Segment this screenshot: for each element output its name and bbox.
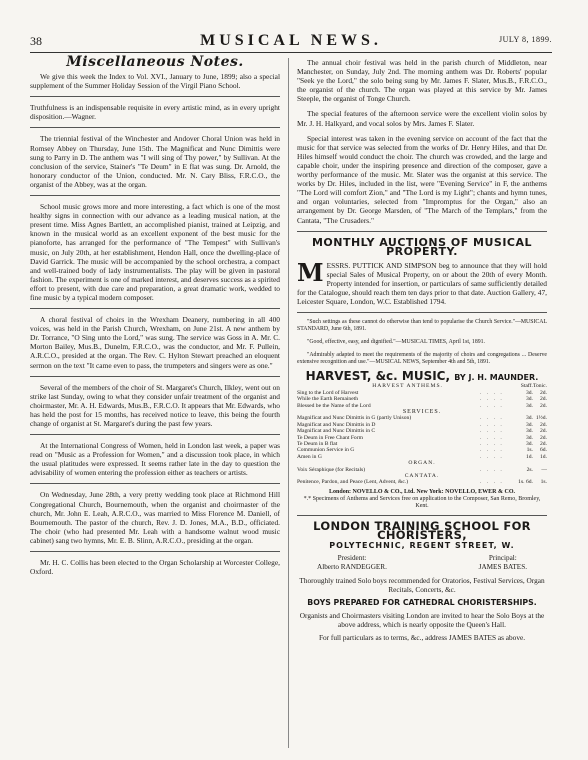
paragraph: Special interest was taken in the evening service on account of the fact that the music for that service was selected from the works of Dr. Henry Hiles, and that Dr. Hiles himself would conduct the choir. The church was crowded, and the large and capable choir, under the inspiring presence and direction of the composer, gave a worthy performance of the music. Mr. Slater was the organist at this service. The works by Dr. Hiles, included in the list, were "Evening Service" in F, the anthems "The Lord will comfort Zion," and "The Lord is my Light"; chants and hymn tunes, and organ voluntaries, selected from "Impromptus for the Organ," also an arrangement by Dr. George Marsden, of "The March of the Templars," from the Cantata, "The Crusaders." [297,133,547,225]
divider [30,127,280,128]
leader-dots: . . . . [480,447,504,454]
item-title: Magnificat and Nunc Dimittis in C [297,428,376,435]
left-column [30,54,280,582]
staff-price: 3d. [525,428,533,435]
paragraph: Truthfulness is an indispensable requisite in every artistic mind, as in every upright disposition.—Wagner. [30,103,280,122]
staff-price: 3d. [525,421,533,428]
paragraph: The special features of the afternoon service were the excellent violin solos by Mr. J. H. Halkyard, and vocal solos by Mrs. James F. Slater. [297,109,547,128]
item-title: Communion Service in G [297,447,355,454]
item-title: Sing to the Lord of Harvest [297,389,359,396]
issue-date: JULY 8, 1899. [499,35,552,44]
divider [30,308,280,309]
cantata-heading: CANTATA. [404,473,440,480]
principal: Principal: JAMES BATES. [478,554,527,572]
paragraph: We give this week the Index to Vol. XVI., January to June, 1899; also a special supplement of the Summer Holiday Session of the Virgil Piano School. [30,72,280,91]
drop-cap: M [297,257,324,287]
officers [297,554,547,572]
leader-dots: . . . . [480,415,504,422]
president: President: Alberto RANDEGGER. [317,554,387,572]
leader-dots: . . . . [480,421,504,428]
item-title: Amen in G [297,453,322,460]
review-quote: "Such settings as these cannot do otherwise than tend to popularise the Church Service."—MUSICAL STANDARD, June 6th, 1891. [297,319,547,333]
auction-ad-title: MONTHLY AUCTIONS OF MUSICAL PROPERTY. [311,235,533,258]
review-quote: "Admirably adapted to meet the requirements of the majority of choirs and congregations ... Deserve extensive recognition and use."—MUSICAL NEWS, September 4th and 5th, 1891. [297,352,547,366]
leader-dots: . . . . [480,466,504,473]
page-header [30,32,552,52]
divider [30,376,280,377]
school-boys-heading: BOYS PREPARED FOR CATHEDRAL CHORISTERSHIPS. [307,598,537,608]
right-column [297,58,547,646]
auction-ad-text: MESSRS. PUTTICK AND SIMPSON beg to announce that they will hold special Sales of Musical Property, on or about the 20th of every Month. Property intended for insertion, or particulars of same sufficiently detailed for the Catalogue, should reach them ten days prior to that date. Auction Gallery, 47, Leicester Square, London, W.C. Established 1794. [297,257,547,307]
staff-price: 1s. [526,447,533,454]
divider [30,434,280,435]
tonic-price: 2d. [540,389,547,396]
staff-price: 3d. [525,389,533,396]
tonic-price: 2d. [540,428,547,435]
staff-price: 3d. [525,441,533,447]
staff-price: 3d. [525,434,533,441]
tonic-price: 1½d. [535,415,547,422]
header-rule [30,52,552,53]
school-address: POLYTECHNIC, REGENT STREET, W. [329,541,515,551]
school-text: Thoroughly trained Solo boys recommended for Oratorios, Festival Services, Organ Recitals, Concerts, &c. [299,576,545,595]
tonic-price: 2d. [540,396,547,403]
masthead: MUSICAL NEWS. [200,32,382,49]
leader-dots: . . . . [480,441,504,447]
school-text: Organists and Choirmasters visiting London are invited to hear the Solo Boys at the above address, which is nearly opposite the Queen's Hall. [299,611,545,630]
tonic-price: 2d. [540,441,547,447]
divider [297,515,547,516]
item-title: Te Deum in B flat [297,441,338,447]
leader-dots: . . . . [480,402,504,409]
item-title: Voix Séraphique (for Recitals) [297,466,366,473]
tonic-price: 2d. [540,402,547,409]
tonic-price: 2d. [540,421,547,428]
section-title: Miscellaneous Notes. [66,54,244,70]
paragraph: The annual choir festival was held in the parish church of Middleton, near Manchester, on Sunday, July 2nd. The morning anthem was Dr. Roberts' popular "Seek ye the Lord," the solo being sung by Mr. James F. Slater, Mus.B., F.R.C.O., the organist of the church. The organ was played at this service by Mr. James Steeple, the organist of Tonge Church. [297,58,547,104]
price-row [297,479,547,485]
item-title: Penitence, Pardon, and Peace (Lent, Advent, &c.) [297,479,409,486]
tonic-price: 2d. [540,434,547,441]
anthems-heading: HARVEST ANTHEMS. [372,383,443,390]
divider [30,551,280,552]
organ-heading: ORGAN. [408,460,436,467]
staff-price: 3d. [525,415,533,422]
staff-price: 3d. [525,396,533,403]
divider [30,96,280,97]
paragraph: The triennial festival of the Winchester and Andover Choral Union was held in Romsey Abbey on Thursday, June 15th. The Magnificat and Nunc Dimittis were sung to Parry in D. The anthem was "I will sing of Thy power," by Sullivan. At the conclusion of the service, Stainer's "Te Deum" in E flat was sung. Dr. Arnold, the honorary conductor of the Union, conducted. Mr. N. Cary Bliss, F.R.C.O., the organist of the Abbey, was at the organ. [30,134,280,189]
price-list: HARVEST ANTHEMS. Staff. Tonic. Sing to the Lord of Harvest . . . . 3d. 2d. While the Earth Remaineth . . . . 3d. 2d. Blessed be the Name of the Lord . . . . 3d. 2d. SERVICES. Magnificat and Nunc Dimittis in G (partly Unison) . . . . 3d. 1½d. Magnificat and Nunc Dimittis in D . . . . 3d. 2d. Magnificat and Nunc Dimittis in C . . . . 3d. 2d. Te Deum in Free Chant Form . . . . 3d. 2d. Te Deum in B flat . . . . 3d. 2d. Communion Service in G . . . . 1s. 6d. Amen in G . . . . 1d. 1d. ORGAN. Voix Séraphique (for Recitals) . . . . 2s. — CANTATA. Penitence, Pardon, and Peace (Lent, Advent, &c.) . . . . 1s. 6d. 1s. [297,383,547,486]
item-title: Te Deum in Free Chant Form [297,434,363,441]
divider [297,231,547,232]
school-ad-title: LONDON TRAINING SCHOOL FOR CHORISTERS, [313,518,531,542]
staff-price: 2s. [526,466,533,473]
staff-price: 1d. [525,453,533,460]
item-title: Magnificat and Nunc Dimittis in D [297,421,376,428]
paragraph: School music grows more and more interesting, a fact which is one of the most healthy signs in connection with our advance as a leading musical nation, at the present time. Miss Agnes Bartlett, an accomplished pianist, trained at Leipzig, and known in the musical world as an excellent exponent of the best music for the pianoforte, has arranged for the performance of "The Tempest" with Sullivan's music, on July 20th, at her establishment, Hendon Hall, once the dwelling-place of David Garrick. The music will be accompanied by the school orchestra, a compact and well-trained body of lady instrumentalists. The play will be given in pastoral fashion. The experiment is one of marked interest, and deserves success as a spirited effort to present, with due care and preparation, a great dramatic work, wedded to fine music by a typical modern composer. [30,202,280,302]
column-divider [288,58,289,748]
page-number: 38 [30,34,42,48]
leader-dots: . . . . [480,396,504,403]
leader-dots: . . . . [480,453,504,460]
review-quote: "Good, effective, easy, and dignified."—MUSICAL TIMES, April 1st, 1891. [307,339,485,346]
item-title: Magnificat and Nunc Dimittis in G (partly Unison) [297,415,412,422]
paragraph: At the International Congress of Women, held in London last week, a paper was read on "Music as a Profession for Women," and a discussion took place, in which the usual platitudes were expressed. It seems rather late in the day to question the advisability of women entering the profession either as teachers or artists. [30,441,280,478]
paragraph: Mr. H. C. Collis has been elected to the Organ Scholarship at Worcester College, Oxford. [30,558,280,577]
item-title: Blessed be the Name of the Lord [297,402,371,409]
school-text: For full particulars as to terms, &c., address JAMES BATES as above. [318,633,526,643]
tonic-price: 6d. [540,447,547,454]
paragraph: A choral festival of choirs in the Wrexham Deanery, numbering in all 400 voices, was held in the Parish Church, Wrexham, on June 21st. A new anthem by Dr. Torrance, "O Sing unto the Lord," was sung. The service was Goss in A. Mr. C. Morton Bailey, Mus.B., Dunelm, F.R.C.O., was the conductor, and Mr. F. Pullein, A.R.C.O., presided at the organ. The Rev. C. Hylton Stewart preached an eloquent sermon on the text "It came even to pass, the trumpeters and singers were as one." [30,315,280,370]
leader-dots: . . . . [480,479,504,486]
divider [30,195,280,196]
publisher-line: London: NOVELLO & CO., Ltd. New York: NOVELLO, EWER & CO. *.* Specimens of Anthems and Services free on application to the Composer, San Remo, Bromley, Kent. [303,488,541,509]
tonic-price: 1s. [540,479,547,486]
leader-dots: . . . . [480,434,504,441]
leader-dots: . . . . [480,428,504,435]
item-title: While the Earth Remaineth [297,396,359,403]
tonic-price: — [541,466,547,473]
staff-price: 3d. [525,402,533,409]
leader-dots: . . . . [480,389,504,396]
tonic-price: 1d. [540,453,547,460]
services-heading: SERVICES. [402,408,442,415]
divider [30,483,280,484]
paragraph: On Wednesday, June 28th, a very pretty wedding took place at Richmond Hill Congregational Church, Bournemouth, when the organist and choirmaster of the church, Mr. John E. Leah, A.R.C.O., was married to Miss Florence M. Daniell, of Bournemouth. The pastor of the church, Rev. J. D. Jones, M.A., B.D., officiated. The choir (who had presented Mr. Leah with a handsome walnut wood music cabinet) sang two hymns, Mr. E. B. Slinn, A.R.C.O., presiding at the organ. [30,490,280,545]
staff-price: 1s. 6d. [518,479,533,486]
divider [297,312,547,313]
harvest-ad-title: HARVEST, &c. MUSIC, BY J. H. MAUNDER. [305,369,539,384]
paragraph: Several of the members of the choir of St. Margaret's Church, Ilkley, went out on strike last Sunday, owing to what they consider unfair treatment of the organist and choirmaster, Mr. A. H. Edwards, Mus.B., F.R.C.O. It appears that Mr. Edwards, who has held the post for 15 months, has received notice to leave, this being the fourth change of organist at St. Margaret's during the past few years. [30,382,280,428]
